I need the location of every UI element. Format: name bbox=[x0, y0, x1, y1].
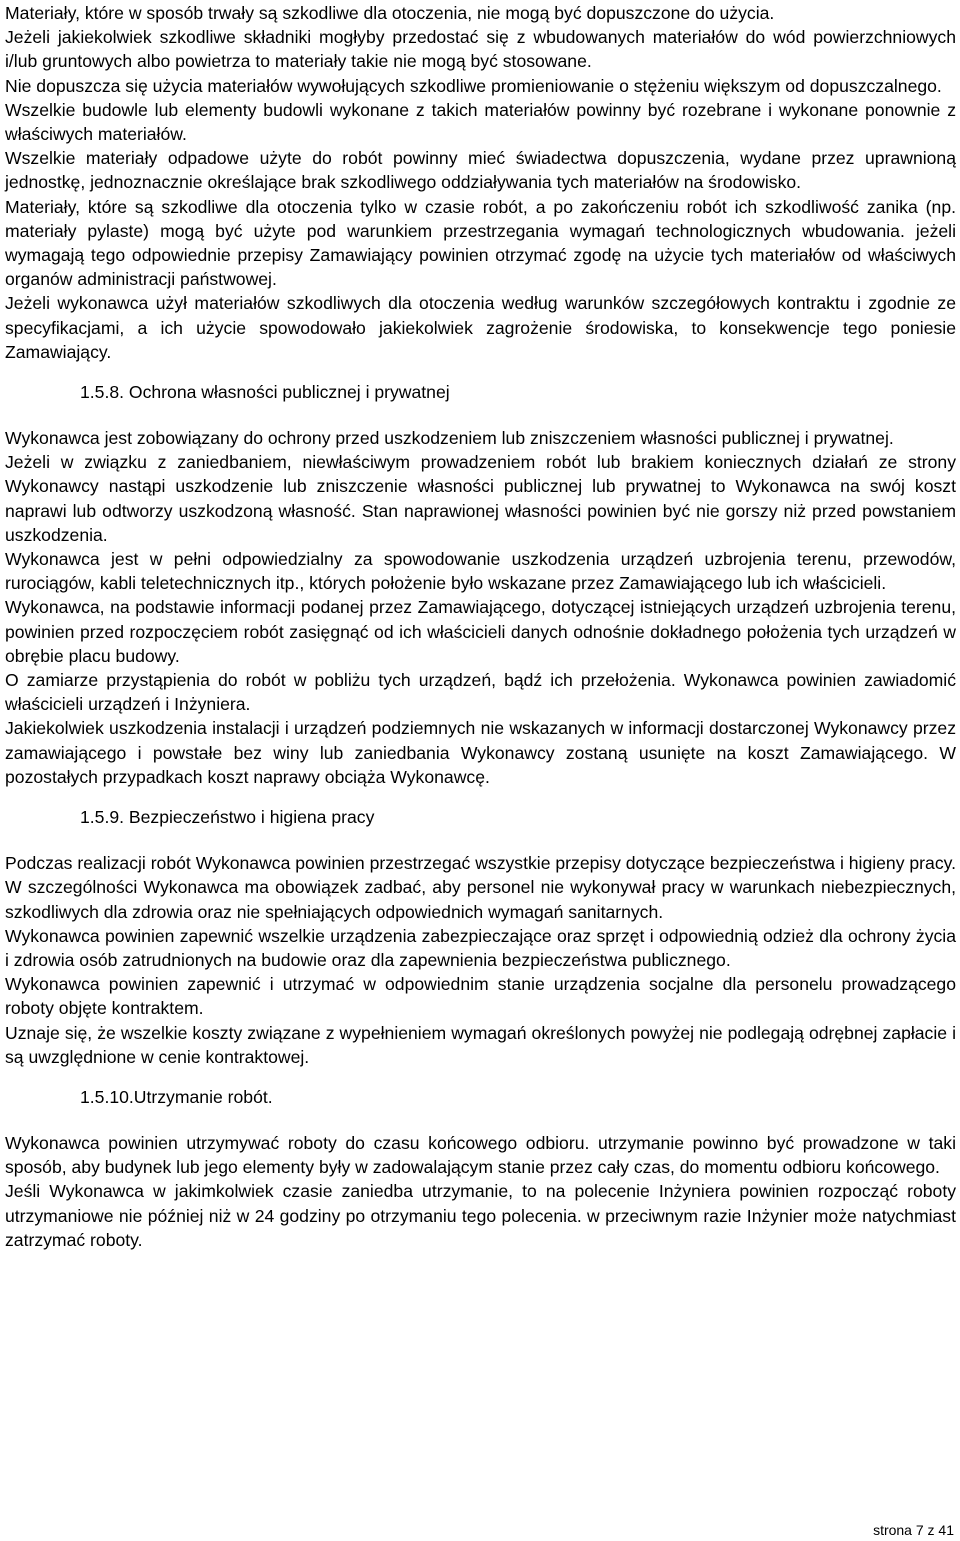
paragraph: Materiały, które są szkodliwe dla otoczenia tylko w czasie robót, a po zakończeniu robót ich szkodliwość zanika (np. materiały pylaste) mogą być użyte pod warunkiem przestrzegania wymagań technologicznych wbudowania. jeżeli wymagają tego odpowiednie przepisy Zamawiający powinien otrzymać zgodę na użycie tych materiałów od właściwych organów administracji państwowej. bbox=[5, 196, 956, 290]
paragraph: Wszelkie budowle lub elementy budowli wykonane z takich materiałów powinny być rozebrane i wykonane ponownie z właściwych materiałów. bbox=[5, 99, 956, 145]
paragraph: Uznaje się, że wszelkie koszty związane z wypełnieniem wymagań określonych powyżej nie podlegają odrębnej zapłacie i są uwzględnione w cenie kontraktowej. bbox=[5, 1022, 956, 1067]
section-hazardous-materials bbox=[5, 1, 956, 364]
paragraph: Jeżeli wykonawca użył materiałów szkodliwych dla otoczenia według warunków szczegółowych kontraktu i zgodnie ze specyfikacjami, a ich użycie spowodowało jakiekolwiek zagrożenie środowiska, to konsekwencje tego poniesie Zamawiający. bbox=[5, 293, 956, 362]
paragraph: Wykonawca powinien zapewnić wszelkie urządzenia zabezpieczające oraz sprzęt i odpowiednią odzież dla ochrony życia i zdrowia osób zatrudnionych na budowie oraz dla zapewnienia bezpieczeństwa publicznego. bbox=[5, 925, 956, 970]
section-heading-1-5-8: 1.5.8. Ochrona własności publicznej i prywatnej bbox=[80, 382, 450, 403]
section-health-safety bbox=[5, 851, 956, 1069]
paragraph: Jeżeli w związku z zaniedbaniem, niewłaściwym prowadzeniem robót lub brakiem koniecznych działań ze strony Wykonawcy nastąpi uszkodzenie lub zniszczenie własności publicznej lub prywatnej to Wykonawca na swój koszt naprawi lub odtworzy uszkodzoną własność. Stan naprawionej własności powinien być nie gorszy niż przed powstaniem uszkodzenia. bbox=[5, 452, 956, 545]
page-number: strona 7 z 41 bbox=[873, 1522, 954, 1538]
paragraph: Wykonawca powinien utrzymywać roboty do czasu końcowego odbioru. utrzymanie powinno być prowadzone w taki sposób, aby budynek lub jego elementy były w zadowalającym stanie przez cały czas, do momentu odbioru końcowego. bbox=[5, 1132, 956, 1178]
paragraph: Wykonawca jest zobowiązany do ochrony przed uszkodzeniem lub zniszczeniem własności publicznej i prywatnej. bbox=[5, 428, 894, 449]
paragraph: Podczas realizacji robót Wykonawca powinien przestrzegać wszystkie przepisy dotyczące bezpieczeństwa i higieny pracy. W szczególności Wykonawca ma obowiązek zadbać, aby personel nie wykonywał pracy w warunkach niebezpiecznych, szkodliwych dla zdrowia oraz nie spełniających odpowiednich wymagań sanitarnych. bbox=[5, 853, 956, 922]
paragraph: O zamiarze przystąpienia do robót w pobliżu tych urządzeń, bądź ich przełożenia. Wykonawca powinien zawiadomić właścicieli urządzeń i Inżyniera. bbox=[5, 670, 956, 715]
paragraph: Wykonawca, na podstawie informacji podanej przez Zamawiającego, dotyczącej istniejących urządzeń uzbrojenia terenu, powinien przed rozpoczęciem robót zasięgnąć od ich właścicieli danych odnośnie dokładnego położenia tych urządzeń w obrębie placu budowy. bbox=[5, 597, 956, 666]
paragraph: Materiały, które w sposób trwały są szkodliwe dla otoczenia, nie mogą być dopuszczone do użycia. bbox=[5, 3, 775, 23]
section-property-protection bbox=[5, 426, 956, 789]
paragraph: Nie dopuszcza się użycia materiałów wywołujących szkodliwe promieniowanie o stężeniu większym od dopuszczalnego. bbox=[5, 75, 942, 96]
document-page bbox=[5, 1, 956, 1252]
paragraph: Wykonawca powinien zapewnić i utrzymać w odpowiednim stanie urządzenia socjalne dla personelu prowadzącego roboty objęte kontraktem. bbox=[5, 974, 956, 1019]
paragraph: Wszelkie materiały odpadowe użyte do robót powinny mieć świadectwa dopuszczenia, wydane przez uprawnioną jednostkę, jednoznacznie określające brak szkodliwego oddziaływania tych materiałów na środowisko. bbox=[5, 148, 956, 193]
section-heading-1-5-10: 1.5.10.Utrzymanie robót. bbox=[80, 1086, 273, 1107]
section-heading-1-5-9: 1.5.9. Bezpieczeństwo i higiena pracy bbox=[80, 807, 375, 828]
section-works-maintenance bbox=[5, 1131, 956, 1252]
paragraph: Jeżeli jakiekolwiek szkodliwe składniki mogłyby przedostać się z wbudowanych materiałów do wód powierzchniowych i/lub gruntowych albo powietrza to materiały takie nie mogą być stosowane. bbox=[5, 27, 956, 72]
paragraph: Jakiekolwiek uszkodzenia instalacji i urządzeń podziemnych nie wskazanych w informacji dostarczonej Wykonawcy przez zamawiającego i powstałe bez winy lub zaniedbania Wykonawcy zostaną usunięte na koszt Zamawiającego. W pozostałych przypadkach koszt naprawy obciąża Wykonawcę. bbox=[5, 718, 956, 787]
paragraph: Jeśli Wykonawca w jakimkolwiek czasie zaniedba utrzymanie, to na polecenie Inżyniera powinien rozpocząć roboty utrzymaniowe nie później niż w 24 godziny po otrzymaniu tego polecenia. w przeciwnym razie Inżynier może natychmiast zatrzymać roboty. bbox=[5, 1181, 956, 1250]
paragraph: Wykonawca jest w pełni odpowiedzialny za spowodowanie uszkodzenia urządzeń uzbrojenia terenu, przewodów, rurociągów, kabli teletechnicznych itp., których położenie było wskazane przez Zamawiającego lub ich właścicieli. bbox=[5, 549, 956, 594]
